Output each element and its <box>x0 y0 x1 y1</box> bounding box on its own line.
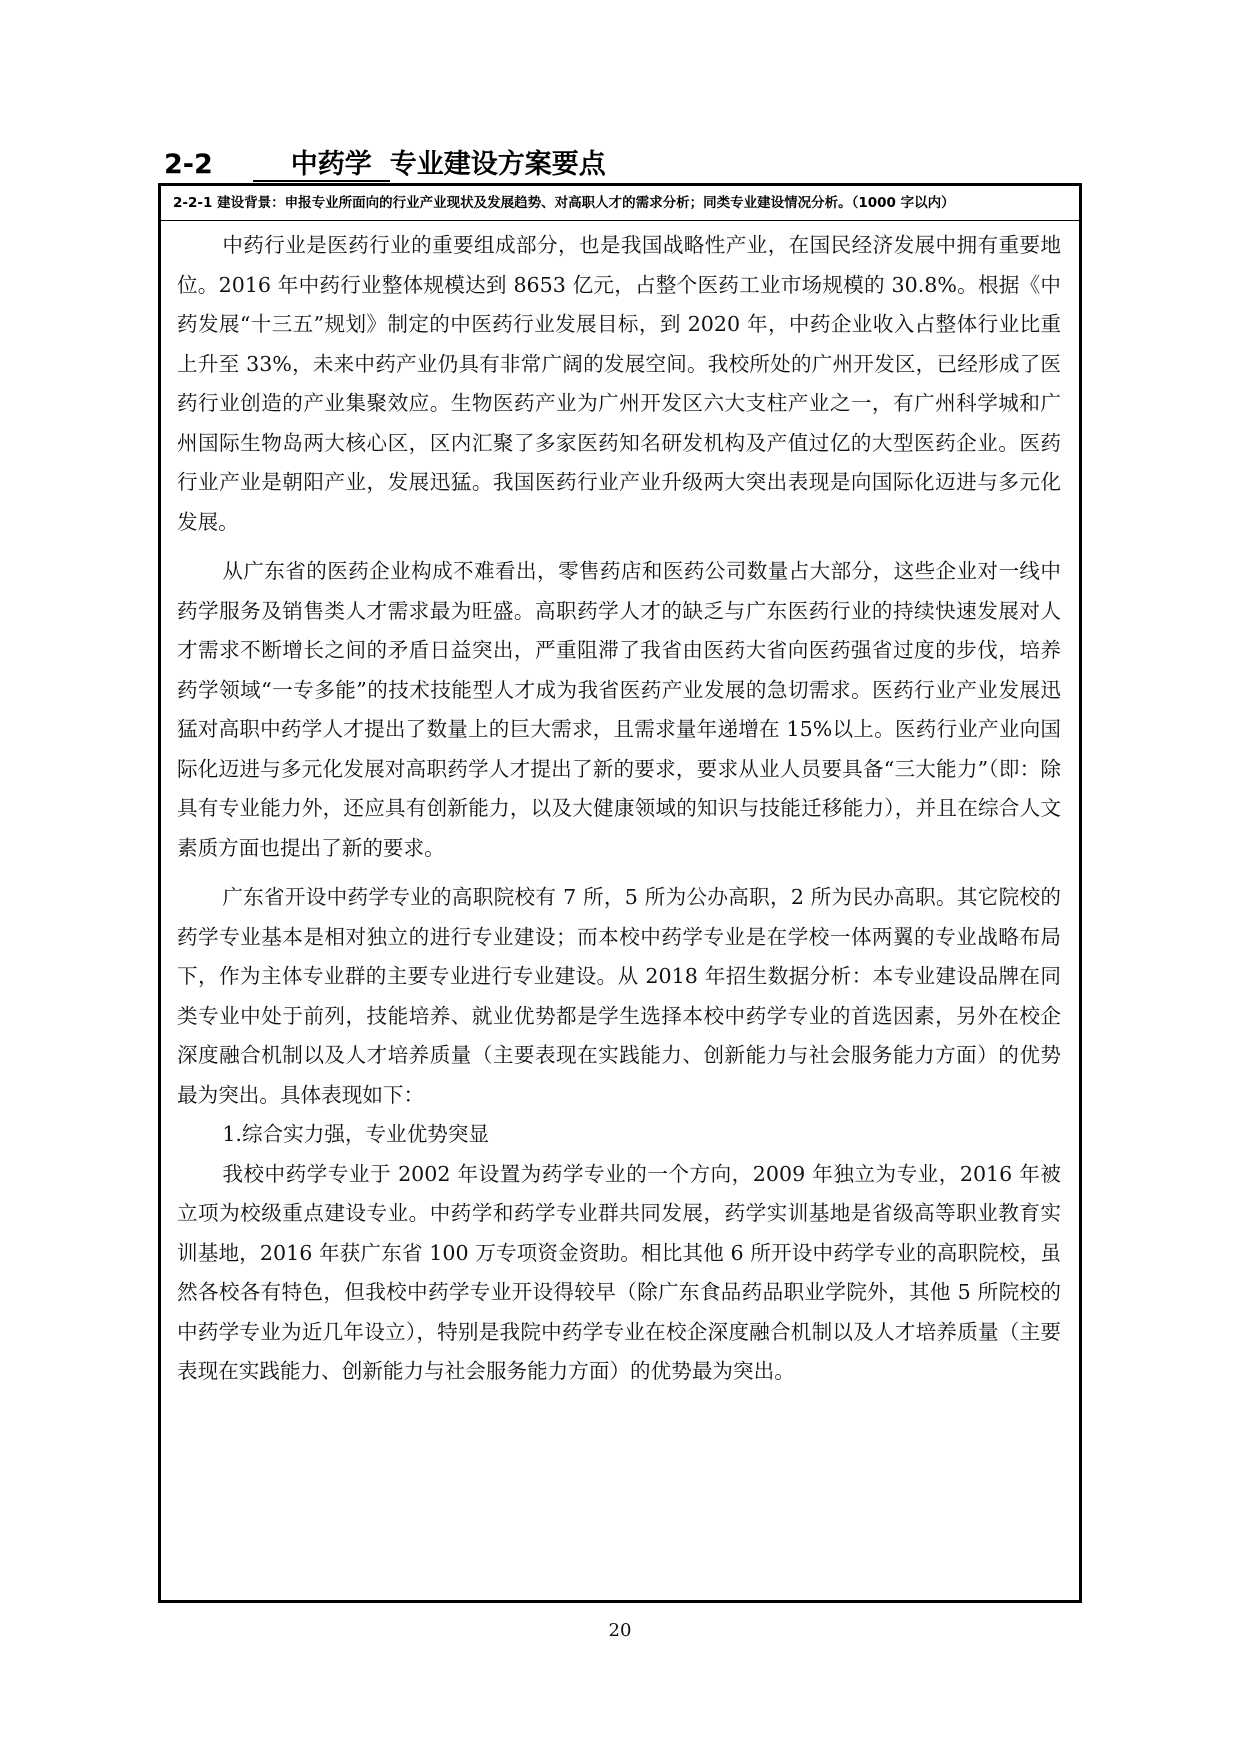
paragraph-industry: 中药行业是医药行业的重要组成部分，也是我国战略性产业，在国民经济发展中拥有重要地位。2016 年中药行业整体规模达到 8653 亿元，占整个医药工业市场规模的 30.8%。根据《中药发展“十三五”规划》制定的中医药行业发展目标，到 2020 年，中药企业收入占整体行业比重上升至 33%，未来中药产业仍具有非常广阔的发展空间。我校所处的广州开发区，已经形成了医药行业创造的产业集聚效应。生物医药产业为广州开发区六大支柱产业之一，有广州科学城和广州国际生物岛两大核心区，区内汇聚了多家医药知名研发机构及产值过亿的大型医药企业。医药行业产业是朝阳产业，发展迅猛。我国医药行业产业升级两大突出表现是向国际化迈进与多元化发展。 <box>177 233 1061 534</box>
box-header: 2-2-1 建设背景：申报专业所面向的行业产业现状及发展趋势、对高职人才的需求分析；同类专业建设情况分析。（1000 字以内） <box>173 195 955 211</box>
subheading-strength: 1.综合实力强，专业优势突显 <box>222 1122 490 1146</box>
section-number: 2-2 <box>164 149 213 180</box>
box-content <box>177 226 1061 1392</box>
section-title: 专业建设方案要点 <box>389 149 606 180</box>
section-heading <box>164 148 606 182</box>
paragraph-history: 我校中药学专业于 2002 年设置为药学专业的一个方向，2009 年独立为专业，2016 年被立项为校级重点建设专业。中药学和药学专业群共同发展，药学实训基地是省级高等职业教育实训基地，2016 年获广东省 100 万专项资金资助。相比其他 6 所开设中药学专业的高职院校，虽然各校各有特色，但我校中药学专业开设得较早（除广东食品药品职业学院外，其他 5 所院校的中药学专业为近几年设立），特别是我院中药学专业在校企深度融合机制以及人才培养质量（主要表现在实践能力、创新能力与社会服务能力方面）的优势最为突出。 <box>177 1161 1061 1383</box>
paragraph-talent-demand: 从广东省的医药企业构成不难看出，零售药店和医药公司数量占大部分，这些企业对一线中药学服务及销售类人才需求最为旺盛。高职药学人才的缺乏与广东医药行业的持续快速发展对人才需求不断增长之间的矛盾日益突出，严重阻滞了我省由医药大省向医药强省过度的步伐，培养药学领域“一专多能”的技术技能型人才成为我省医药产业发展的急切需求。医药行业产业发展迅猛对高职中药学人才提出了数量上的巨大需求，且需求量年递增在 15%以上。医药行业产业向国际化迈进与多元化发展对高职药学人才提出了新的要求，要求从业人员要具备“三大能力”（即：除具有专业能力外，还应具有创新能力，以及大健康领域的知识与技能迁移能力），并且在综合人文素质方面也提出了新的要求。 <box>177 559 1061 860</box>
page-number: 20 <box>608 1620 632 1641</box>
paragraph-peer-comparison: 广东省开设中药学专业的高职院校有 7 所，5 所为公办高职，2 所为民办高职。其它院校的药学专业基本是相对独立的进行专业建设；而本校中药学专业是在学校一体两翼的专业战略布局下，作为主体专业群的主要专业进行专业建设。从 2018 年招生数据分析：本专业建设品牌在同类专业中处于前列，技能培养、就业优势都是学生选择本校中药学专业的首选因素，另外在校企深度融合机制以及人才培养质量（主要表现在实践能力、创新能力与社会服务能力方面）的优势最为突出。具体表现如下： <box>177 885 1061 1107</box>
box-header-divider <box>161 220 1079 221</box>
section-major: 中药学 <box>253 150 390 182</box>
content-box <box>158 183 1082 1603</box>
